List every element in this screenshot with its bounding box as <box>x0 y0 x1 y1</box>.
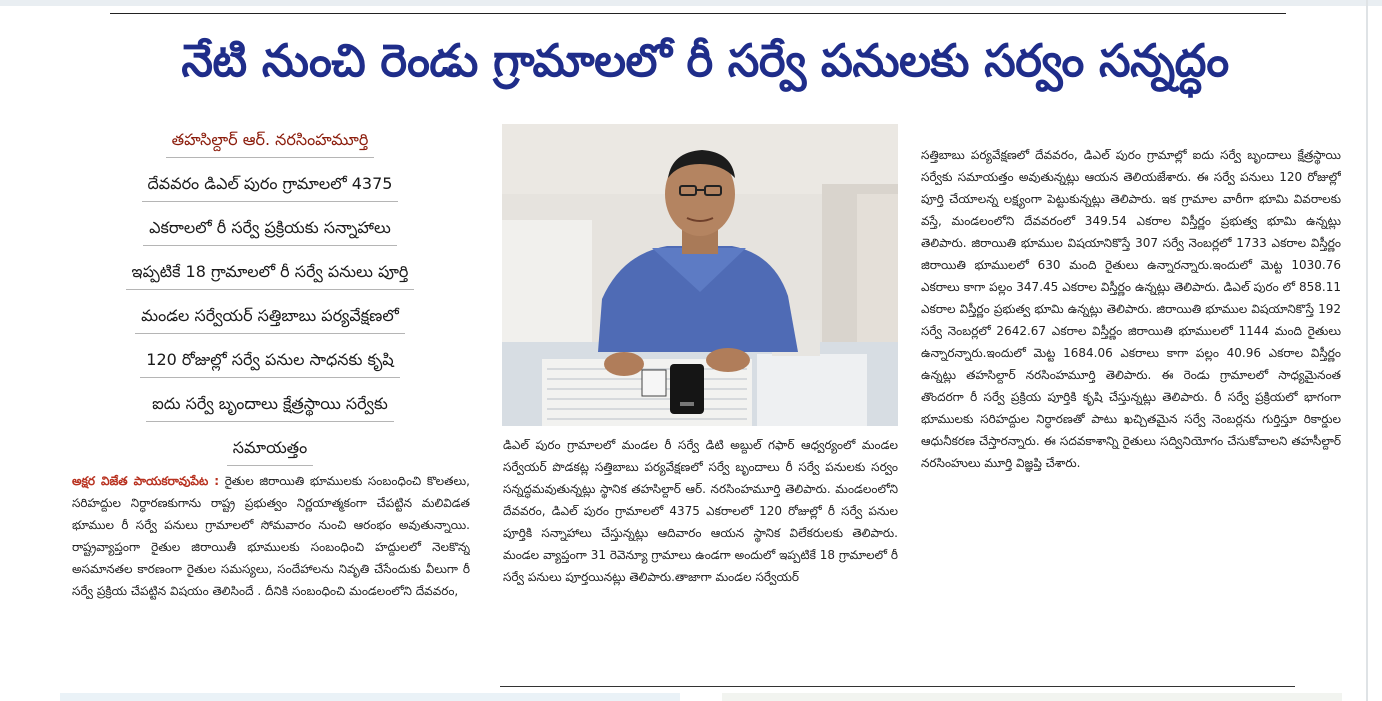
highlights-box <box>70 118 470 470</box>
highlight-line: తహసిల్దార్ ఆర్. నరసింహమూర్తి <box>70 118 470 162</box>
highlight-line: దేవవరం డిఎల్ పురం గ్రామాలలో 4375 <box>70 162 470 206</box>
bottom-rule <box>500 686 1295 687</box>
top-rule <box>110 13 1286 14</box>
article-column-2: డిఎల్ పురం గ్రామాలలో మండల రీ సర్వే డిటి అబ్దుల్ గఫార్ ఆధ్వర్యంలో మండల సర్వేయర్ పొడకట్ల సత్తిబాబు పర్యవేక్షణలో సర్వే బృందాలు రీ సర్వే పనులకు సర్వం సన్నద్ధమవుతున్నట్లు స్థానిక తహసిల్దార్ ఆర్. నరసింహమూర్తి తెలిపారు. మండలంలోని దేవవరం, డిఎల్ పురం గ్రామాలలో 4375 ఎకరాలలో 120 రోజుల్లో రీ సర్వే పనుల పూర్తికి సన్నాహాలు చేస్తున్నట్లు ఆదివారం ఆయన స్థానిక విలేకరులకు తెలిపారు. మండల వ్యాప్తంగా 31 రెవెన్యూ గ్రామాలు ఉండగా అందులో ఇప్పటికే 18 గ్రామాలలో రీ సర్వే పనులు పూర్తయినట్లు తెలిపారు.తాజాగా మండల సర్వేయర్ <box>503 438 898 584</box>
highlight-line: ఎకరాలలో రీ సర్వే ప్రక్రియకు సన్నాహాలు <box>70 206 470 250</box>
bottom-band-left <box>60 693 680 701</box>
highlight-line: సమాయత్తం <box>70 426 470 470</box>
headline: నేటి నుంచి రెండు గ్రామాలలో రీ సర్వే పనులకు సర్వం సన్నద్ధం <box>181 34 1229 87</box>
highlight-line: ఐదు సర్వే బృందాలు క్షేత్రస్థాయి సర్వేకు <box>70 382 470 426</box>
column-1-text: రైతుల జిరాయితి భూములకు సంబంధించి కొలతలు, సరిహద్దుల నిర్ధారణకుగాను రాష్ట్ర ప్రభుత్వం నిర్ణయాత్మకంగా చేపట్టిన మలివిడత భూముల రీ సర్వే పనులు గ్రామాలలో సోమవారం నుంచి ఆరంభం అవుతున్నాయి. రాష్ట్రవ్యాప్తంగా రైతుల జిరాయితీ భూములకు సంబంధించి హద్దులలో నెలకొన్న అసమానతల కారణంగా రైతుల సమస్యలు, సందేహాలను నివృతి చేసేందుకు వీలుగా రీ సర్వే ప్రక్రియ చేపట్టిన విషయం తెలిసిందే . దీనికి సంబంధించి మండలంలోని దేవవరం, <box>72 474 470 598</box>
highlight-line: మండల సర్వేయర్ సత్తిబాబు పర్యవేక్షణలో <box>70 294 470 338</box>
page-edge <box>1366 0 1368 701</box>
tahsildar-photo <box>502 124 898 426</box>
top-band <box>0 0 1382 6</box>
dateline: అక్షర విజేత పాయకరావుపేట : <box>72 474 220 488</box>
highlight-line: 120 రోజుల్లో సర్వే పనుల సాధనకు కృషి <box>70 338 470 382</box>
highlight-line: ఇప్పటికే 18 గ్రామాలలో రీ సర్వే పనులు పూర్తి <box>70 250 470 294</box>
article-column-1 <box>72 470 470 666</box>
bottom-band-right <box>722 693 1342 701</box>
article-column-3: సత్తిబాబు పర్యవేక్షణలో దేవవరం, డిఎల్ పురం గ్రామాల్లో ఐదు సర్వే బృందాలు క్షేత్రస్థాయి సర్వేకు సమాయత్తం అవుతున్నట్లు ఆయన తెలియజేశారు. ఈ సర్వే పనులు 120 రోజుల్లో పూర్తి చేయాలన్న లక్ష్యంగా పెట్టుకున్నట్లు తెలిపారు. ఇక గ్రామాల వారీగా భూమి వివరాలకు వస్తే, మండలంలోని దేవవరంలో 349.54 ఎకరాల విస్తీర్ణం ప్రభుత్వ భూమి ఉన్నట్లు తెలిపారు. జిరాయితి భూముల విషయానికొస్తే 307 సర్వే నెంబర్లలో 1733 ఎకరాల విస్తీర్ణం జిరాయితి భూములలో 630 మంది రైతులు ఉన్నారన్నారు.ఇందులో మెట్ట 1030.76 ఎకరాలు కాగా పల్లం 347.45 ఎకరాల విస్తీర్ణం ఉన్నట్లు తెలిపారు. డిఎల్ పురం లో 858.11 ఎకరాల విస్తీర్ణం ప్రభుత్వ భూమి ఉన్నట్లు తెలిపారు. జిరాయితి భూముల విషయానికొస్తే 192 సర్వే నెంబర్లలో 2642.67 ఎకరాల విస్తీర్ణం జిరాయితి భూములలో 1144 మంది రైతులు ఉన్నారన్నారు.ఇందులో మెట్ట 1684.06 ఎకరాలు కాగా పల్లం 40.96 ఎకరాల విస్తీర్ణం ఉన్నట్లు తహసిల్దార్ నరసింహమూర్తి తెలిపారు. ఈ రెండు గ్రామాలలో సాధ్యమైనంత తొందరగా రీ సర్వే ప్రక్రియ పూర్తికి కృషి చేస్తున్నట్లు తెలిపారు. రీ సర్వే ప్రక్రియలో భాగంగా భూములకు సరిహద్దుల నిర్ధారణతో పాటు ఖచ్చితమైన సర్వే నెంబర్లను గుర్తిస్తూ రికార్డుల ఆధునీకరణ చేస్తారన్నారు. ఈ సదవకాశాన్ని రైతులు సద్వినియోగం చేసుకోవాలని తహసీల్దార్ నరసింహులు మూర్తి విజ్ఞప్తి చేశారు. <box>921 148 1341 470</box>
